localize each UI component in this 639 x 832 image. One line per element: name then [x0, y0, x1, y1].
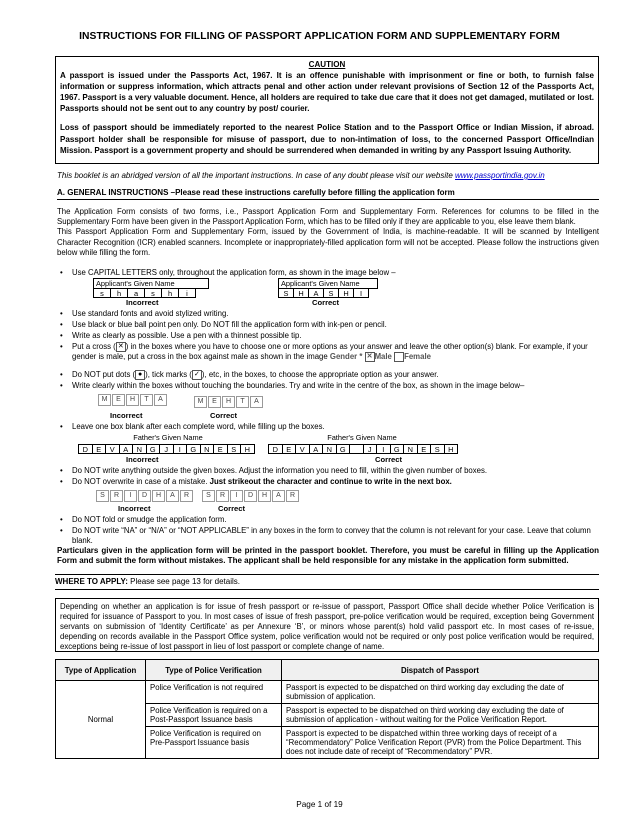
letter-box: D: [269, 444, 283, 454]
letter-box: R: [216, 490, 229, 502]
letter-box: s: [145, 288, 162, 298]
letter-box: A: [166, 490, 179, 502]
page-footer: Page 1 of 19: [296, 800, 343, 809]
caution-paragraph-2: Loss of passport should be immediately reported to the nearest Police Station and to the Passport Office or Indian Mission, if abroad. Passport holder shall be responsible for misuse of passport, due to non-intimation of loss, to the concerned Passport Office/Indian Mission. Passport is a government property and should be surrendered when demanded in writing by any Passport Issuing Authority.: [60, 123, 594, 155]
letter-box: N: [133, 444, 147, 454]
letter-box: I: [377, 444, 391, 454]
given-name-boxes-correct: [278, 288, 369, 298]
caution-paragraph-1: A passport is issued under the Passports Act, 1967. It is an offence punishable with imprisonment or fine or both, to furnish false information or suppress information, which attracts penal and other action under relevant provisions of Section 12 of the Passports Act, 1967. Passport is a very valuable document. Hence, all holders are required to take due care that it does not get damaged, mutilated or lost. Passports should not be sent out to any country by post/ courier.: [60, 71, 594, 114]
letter-box: T: [236, 396, 249, 408]
letter-box: E: [283, 444, 297, 454]
letter-box: I: [124, 490, 137, 502]
letter-box: M: [194, 396, 207, 408]
letter-box: S: [431, 444, 445, 454]
letter-box: D: [244, 490, 257, 502]
caution-heading: CAUTION: [308, 60, 346, 69]
letter-box: E: [208, 396, 221, 408]
where-to-apply: WHERE TO APPLY: Please see page 13 for details.: [55, 574, 599, 590]
letter-box: H: [222, 396, 235, 408]
website-link[interactable]: www.passportindia.gov.in: [455, 171, 545, 180]
letter-box: G: [391, 444, 405, 454]
letter-box: V: [296, 444, 310, 454]
letter-box: M: [98, 394, 111, 406]
letter-box: I: [230, 490, 243, 502]
letter-box: T: [140, 394, 153, 406]
mehta-boxes-correct: [194, 396, 264, 408]
letter-box: A: [310, 444, 324, 454]
letter-box: A: [309, 288, 324, 298]
header-type-of-police-verification: Type of Police Verification: [146, 660, 282, 681]
letter-box: S: [279, 288, 294, 298]
caution-box: [55, 56, 599, 164]
letter-box: N: [323, 444, 337, 454]
table-row: [56, 681, 599, 704]
section-a-subtitle: Please read these instructions carefully before filling the application form: [175, 188, 455, 197]
given-name-label-incorrect: Applicant's Given Name: [93, 278, 209, 289]
section-a-heading: [57, 188, 599, 200]
letter-box: S: [324, 288, 339, 298]
letter-box: H: [126, 394, 139, 406]
dispatch-cell: Passport is expected to be dispatched on third working day excluding the date of submission of application - without waiting for the Police Verification Report.: [282, 704, 599, 727]
letter-box: E: [418, 444, 432, 454]
father-label-correct: Father's Given Name: [327, 433, 397, 442]
caption-incorrect-4: Incorrect: [118, 504, 151, 513]
letter-box: E: [112, 394, 125, 406]
section-a-label: A. GENERAL INSTRUCTIONS –: [57, 188, 176, 197]
mehta-boxes-incorrect: [98, 394, 168, 406]
bullet-put-cross: • Put a cross ( ✕ ) in the boxes where you have to choose one or more options as your answer and leave the other option(s) blank. For example, if your gender is male, put a cross in the box against male as shown in the image Gender * ✕ Male Female: [60, 342, 588, 362]
section-a-paragraph-1: The Application Form consists of two forms, i.e., Passport Application Form and Supplementary Form. References for columns to be filled in the Supplementary Form have been given in the Passport Application Form, which has to be filled only if they are applicable to you, else leave them blank.: [57, 207, 599, 227]
letter-box: A: [120, 444, 134, 454]
header-dispatch-of-passport: Dispatch of Passport: [282, 660, 599, 681]
abridged-text: This booklet is an abridged version of all the important instructions. In case of any doubt please visit our website: [57, 171, 453, 180]
bullet-capital-letters: • Use CAPITAL LETTERS only, throughout the application form, as shown in the image below –: [60, 268, 396, 277]
caption-incorrect-1: Incorrect: [126, 298, 159, 307]
letter-box: N: [201, 444, 215, 454]
letter-box: R: [180, 490, 193, 502]
tick-box-icon: ✓: [192, 370, 202, 380]
dispatch-cell: Passport is expected to be dispatched on third working day excluding the date of submission of application.: [282, 681, 599, 704]
letter-box: G: [147, 444, 161, 454]
bullet-no-na: • Do NOT write “NA” or “N/A” or “NOT APPLICABLE” in any boxes in the form to convey that the column is not relevant for your case. Leave that column blank.: [60, 526, 591, 546]
letter-box: i: [179, 288, 196, 298]
cross-box-icon: ✕: [116, 342, 126, 352]
letter-box: H: [339, 288, 354, 298]
section-a-body: [57, 207, 599, 258]
letter-box: N: [404, 444, 418, 454]
letter-box: s: [94, 288, 111, 298]
letter-box: S: [96, 490, 109, 502]
letter-box: I: [354, 288, 369, 298]
letter-box: H: [241, 444, 255, 454]
gender-example: Gender * ✕ Male Female: [329, 352, 431, 362]
letter-box: S: [228, 444, 242, 454]
father-boxes-correct: [268, 444, 458, 454]
letter-box: A: [154, 394, 167, 406]
empty-box-icon: [394, 352, 404, 362]
caption-correct-4: Correct: [218, 504, 246, 513]
letter-box: [350, 444, 364, 454]
letter-box: E: [214, 444, 228, 454]
letter-box: S: [202, 490, 215, 502]
letter-box: J: [160, 444, 174, 454]
page-title: INSTRUCTIONS FOR FILLING OF PASSPORT APPLICATION FORM AND SUPPLEMENTARY FORM: [79, 31, 560, 42]
pv-cell: Police Verification is not required: [146, 681, 282, 704]
abridged-note: [57, 171, 545, 180]
header-type-of-application: Type of Application: [56, 660, 146, 681]
dispatch-cell: Passport is expected to be dispatched within three working days of receipt of a “Recommendatory” Police Verification Report (PVR) from the Police Department. This does not include date of receipt of “Recommendatory” PVR.: [282, 727, 599, 759]
letter-box: A: [272, 490, 285, 502]
letter-box: G: [337, 444, 351, 454]
document-page: INSTRUCTIONS FOR FILLING OF PASSPORT APPLICATION FORM AND SUPPLEMENTARY FORM CAUTION A passport is issued under the Passports Act, 1967. It is an offence punishable with imprisonment or fine or both, to furnish false information or suppress information, which attracts penal and other action under relevant provisions of Section 12 of the Passports Act, 1967. Passport is a very valuable document. Hence, all holders are required to take due care that it does not get damaged, mutilated or lost. Passports should not be sent out to any country by post/ courier. Loss of passport should be immediately reported to the nearest Police Station and to the Passport Office or Indian Mission, if abroad. Passport holder shall be responsible for misuse of passport, due to non-intimation of loss, to the concerned Passport Office/Indian Mission. Passport is a government property and should be surrendered when demanded in writing by any Passport Issuing Authority. This booklet is an abridged version of all the important instructions. In case of any doubt please visit our website www.passportindia.gov.in A. GENERAL INSTRUCTIONS –Please read these instructions carefully before filling the application form The Application Form consists of two forms, i.e., Passport Application Form and Supplementary Form. References for columns to be filled in the Supplementary Form have been given in the Passport Application Form, which has to be filled only if they are applicable to you, else leave them blank. This Passport Application Form and Supplementary Form, issued by the Government of India, is machine-readable. It will be scanned by Intelligent Character Recognition (ICR) enabled scanners. Incomplete or inappropriately-filled application form will not be accepted. Please follow the instructions given below while filling the form. • Use CAPITAL LETTERS only, throughout the application form, as shown in the image below – Applicant's Given Name s h a s h i Incorrect Applicant's Given Name S H A S H I Correct • Use standard fonts and avoid stylized writing. • Use black or blue ball point pen only. Do NOT fill the application form with ink-pen or pencil. • Write as clearly as possible. Use a pen with a thinnest possible tip. • Put a cross ( ✕ ) in the boxes where you have to choose one or more options as your answer and leave the other option(s) blank. For example, if your gender is male, put a cross in the box against male as shown in the image Gender * ✕ Male Female • Do NOT put dots ( ● ), tick marks ( ✓ ), etc, in the boxes, to choose the appropriate option as your answer. • Write clearly within the boxes without touching the boundaries. Try and write in the centre of the box, as shown in the image below– M E H T A Incorrect M E H T A Correct • Leave one box blank after each complete word, while filling up the boxes. Father's Given Name D E V A N G J I G N E S H Incorrect Father's Given Name D E V A N G J I G N E S H Correct • Do NOT write anything outside the given boxes. Adjust the information you need to fill, within the given number of boxes. • Do NOT overwrite in case of a mistake. Just strikeout the character and continue to write in the next box. S R I D H A R Incorrect S R I D H A R Correct • Do NOT fold or smudge the application form. • Do NOT write “NA” or “N/A” or “NOT APPLICABLE” in any boxes in the form to convey that the column is not relevant for your case. Leave that column blank. Particulars given in the application form will be printed in the passport booklet. Therefore, you must be careful in filling up the Application Form and submit the form without mistakes. The applicant shall be held responsible for any mistake in the application form submitted. WHERE TO APPLY: Please see page 13 for details. Depending on whether an application is for issue of fresh passport or re-issue of passport, Passport Office shall decide whether Police Verification is required for issuance of Passport to you. In most cases of issue of fresh passport, pre-police verification would be required, exception being Government servants on submission of ‘Identity Certificate’ as per Annexure ‘B’, or minors whose parent(s) hold valid passport etc. In most cases of re-issue, depending on records available in the Passport Office system, police verification would not be required or only post police verification would be required, exceptions being re-issue of lost passport in lieu of lost passport or complete change of name. Type of Application Type of Police Verification Dispatch of Passport Normal Police Verification is not required Passport is expected to be dispatched on third working day excluding the date of submission of application. Police Verification is required on a Post-Passport Issuance basis Passport is expected to be dispatched on third working day excluding the date of submission of application - without waiting for the Police Verification Report. Police Verification is required on Pre-Passport Issuance basis Passport is expected to be dispatched within three working days of receipt of a “Recommendatory” Police Verification Report (PVR) from the Police Department. This does not include date of receipt of “Recommendatory” PVR. Page 1 of 19: [0, 0, 639, 832]
letter-box: H: [445, 444, 459, 454]
dot-box-icon: ●: [135, 370, 145, 380]
letter-box: D: [138, 490, 151, 502]
letter-box: V: [106, 444, 120, 454]
letter-box: G: [187, 444, 201, 454]
particulars-warning: Particulars given in the application form will be printed in the passport booklet. Therefore, you must be careful in filling up the Application Form and submit the form without mistakes. The applicant shall be held responsible for any mistake in the application form submitted.: [57, 546, 599, 566]
letter-box: a: [128, 288, 145, 298]
letter-box: E: [93, 444, 107, 454]
letter-box: J: [364, 444, 378, 454]
letter-box: H: [294, 288, 309, 298]
caption-correct-2: Correct: [210, 411, 238, 420]
letter-box: H: [258, 490, 271, 502]
father-label-incorrect: Father's Given Name: [133, 433, 203, 442]
given-name-boxes-incorrect: [93, 288, 196, 298]
checked-cross-icon: ✕: [365, 352, 375, 362]
given-name-label-correct: Applicant's Given Name: [278, 278, 378, 289]
letter-box: I: [174, 444, 188, 454]
letter-box: R: [286, 490, 299, 502]
caption-incorrect-2: Incorrect: [110, 411, 143, 420]
letter-box: H: [152, 490, 165, 502]
police-verification-note: Depending on whether an application is for issue of fresh passport or re-issue of passport, Passport Office shall decide whether Police Verification is required for issuance of Passport to you. In most cases of issue of fresh passport, pre-police verification would be required, exception being Government servants on submission of ‘Identity Certificate’ as per Annexure ‘B’, or minors whose parent(s) hold valid passport etc. In most cases of re-issue, depending on records available in the Passport Office system, police verification would not be required or only post police verification would be required, exceptions being re-issue of lost passport in lieu of lost passport or complete change of name.: [55, 598, 599, 652]
sridhar-boxes-correct: [202, 490, 300, 502]
application-type-cell: Normal: [56, 681, 146, 759]
letter-box: h: [111, 288, 128, 298]
letter-box: h: [162, 288, 179, 298]
section-a-paragraph-2: This Passport Application Form and Supplementary Form, issued by the Government of India, is machine-readable. It will be scanned by Intelligent Character Recognition (ICR) enabled scanners. Incomplete or inappropriately-filled application form will not be accepted. Please follow the instructions given below while filling the form.: [57, 227, 599, 257]
father-boxes-incorrect: [78, 444, 255, 454]
pv-cell: Police Verification is required on Pre-Passport Issuance basis: [146, 727, 282, 759]
pv-cell: Police Verification is required on a Post-Passport Issuance basis: [146, 704, 282, 727]
dispatch-table: [55, 659, 599, 759]
caption-correct-1: Correct: [312, 298, 340, 307]
letter-box: R: [110, 490, 123, 502]
letter-box: D: [79, 444, 93, 454]
letter-box: A: [250, 396, 263, 408]
caption-incorrect-3: Incorrect: [126, 455, 159, 464]
caption-correct-3: Correct: [375, 455, 403, 464]
sridhar-boxes-incorrect: [96, 490, 194, 502]
